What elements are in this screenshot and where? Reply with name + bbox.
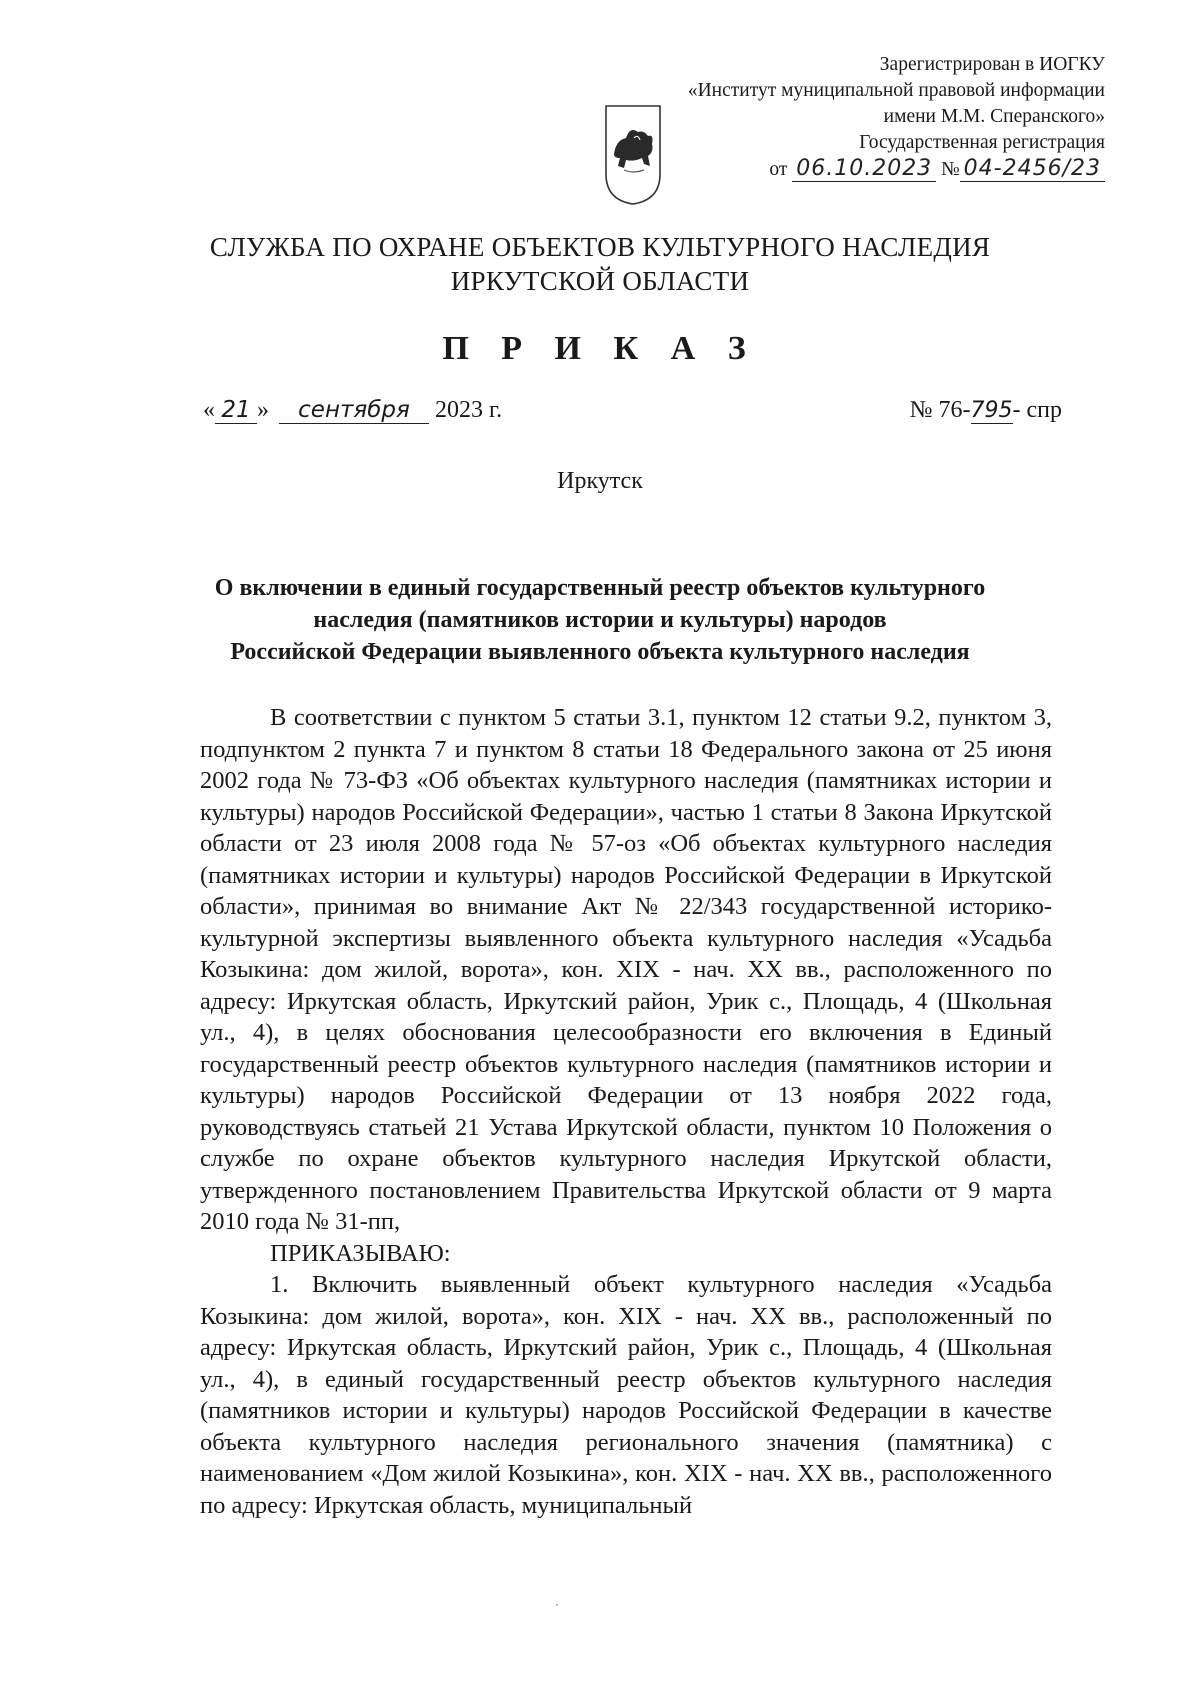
agency-name-line-2: ИРКУТСКОЙ ОБЛАСТИ — [450, 266, 750, 296]
coat-of-arms-icon — [604, 104, 662, 206]
registration-line-2: «Институт муниципальной правовой информации — [687, 80, 1105, 101]
date-open-quote: « — [203, 397, 215, 423]
registration-line-4: Государственная регистрация — [859, 132, 1105, 153]
registration-date: 06.10.2023 — [792, 156, 936, 182]
scan-speck — [556, 1604, 558, 1606]
order-item-1: 1. Включить выявленный объект культурного наследия «Усадьба Козыкина: дом жилой, ворота», кон. XIX - нач. XX вв., расположенный по адресу: Иркутская область, Иркутский район, Урик с., Площадь, 4 (Школьная ул., 4), в единый государственный реестр объектов культурного наследия (памятников истории и культуры) народов Российской Федерации в качестве объекта культурного наследия регионального значения (памятника) с наименованием «Дом жилой Козыкина», кон. XIX - нач. XX вв., расположенного по адресу: Иркутская область, муниципальный — [200, 1271, 1052, 1519]
document-type-heading: П Р И К А З — [442, 330, 758, 367]
registration-from-label: от — [769, 159, 788, 180]
order-date — [203, 397, 502, 424]
registration-number: 04-2456/23 — [960, 156, 1105, 182]
title-line-2: наследия (памятников истории и культуры) народов — [313, 607, 887, 633]
order-day: 21 — [215, 397, 257, 424]
order-number-prefix: № 76- — [909, 397, 971, 423]
order-month: сентября — [279, 397, 429, 424]
preamble-paragraph: В соответствии с пунктом 5 статьи 3.1, пунктом 12 статьи 9.2, пунктом 3, подпунктом 2 пункта 7 и пунктом 8 статьи 18 Федерального закона от 25 июня 2002 года № 73-ФЗ «Об объектах культурного наследия (памятниках истории и культуры) народов Российской Федерации», частью 1 статьи 8 Закона Иркутской области от 23 июля 2008 года № 57-оз «Об объектах культурного наследия (памятниках истории и культуры) народов Российской Федерации в Иркутской области», принимая во внимание Акт № 22/343 государственной историко-культурной экспертизы выявленного объекта культурного наследия «Усадьба Козыкина: дом жилой, ворота», кон. XIX - нач. XX вв., расположенного по адресу: Иркутская область, Иркутский район, Урик с., Площадь, 4 (Школьная ул., 4), в целях обоснования целесообразности его включения в Единый государственный реестр объектов культурного наследия (памятников истории и культуры) народов Российской Федерации от 13 ноября 2022 года, руководствуясь статьей 21 Устава Иркутской области, пунктом 10 Положения о службе по охране объектов культурного наследия Иркутской области, утвержденного постановлением Правительства Иркутской области от 9 марта 2010 года № 31-пп, — [200, 704, 1052, 1235]
date-close-quote: » — [257, 397, 269, 423]
registration-line-3: имени М.М. Сперанского» — [883, 106, 1105, 127]
order-title — [180, 572, 1020, 668]
agency-name-line-1: СЛУЖБА ПО ОХРАНЕ ОБЪЕКТОВ КУЛЬТУРНОГО НАСЛЕДИЯ — [209, 232, 991, 262]
order-word: ПРИКАЗЫВАЮ: — [270, 1239, 451, 1267]
registration-number-label: № — [941, 159, 960, 180]
order-number — [910, 397, 1062, 424]
order-year: 2023 г. — [435, 397, 503, 423]
order-number-handwritten: 795 — [970, 398, 1013, 423]
order-number-suffix: - спр — [1012, 397, 1062, 423]
title-line-1: О включении в единый государственный реестр объектов культурного — [214, 575, 986, 601]
order-body — [200, 702, 1052, 1521]
title-line-3: Российской Федерации выявленного объекта культурного наследия — [230, 639, 970, 665]
registration-line-1: Зарегистрирован в ИОГКУ — [879, 54, 1105, 75]
order-city: Иркутск — [557, 468, 643, 494]
